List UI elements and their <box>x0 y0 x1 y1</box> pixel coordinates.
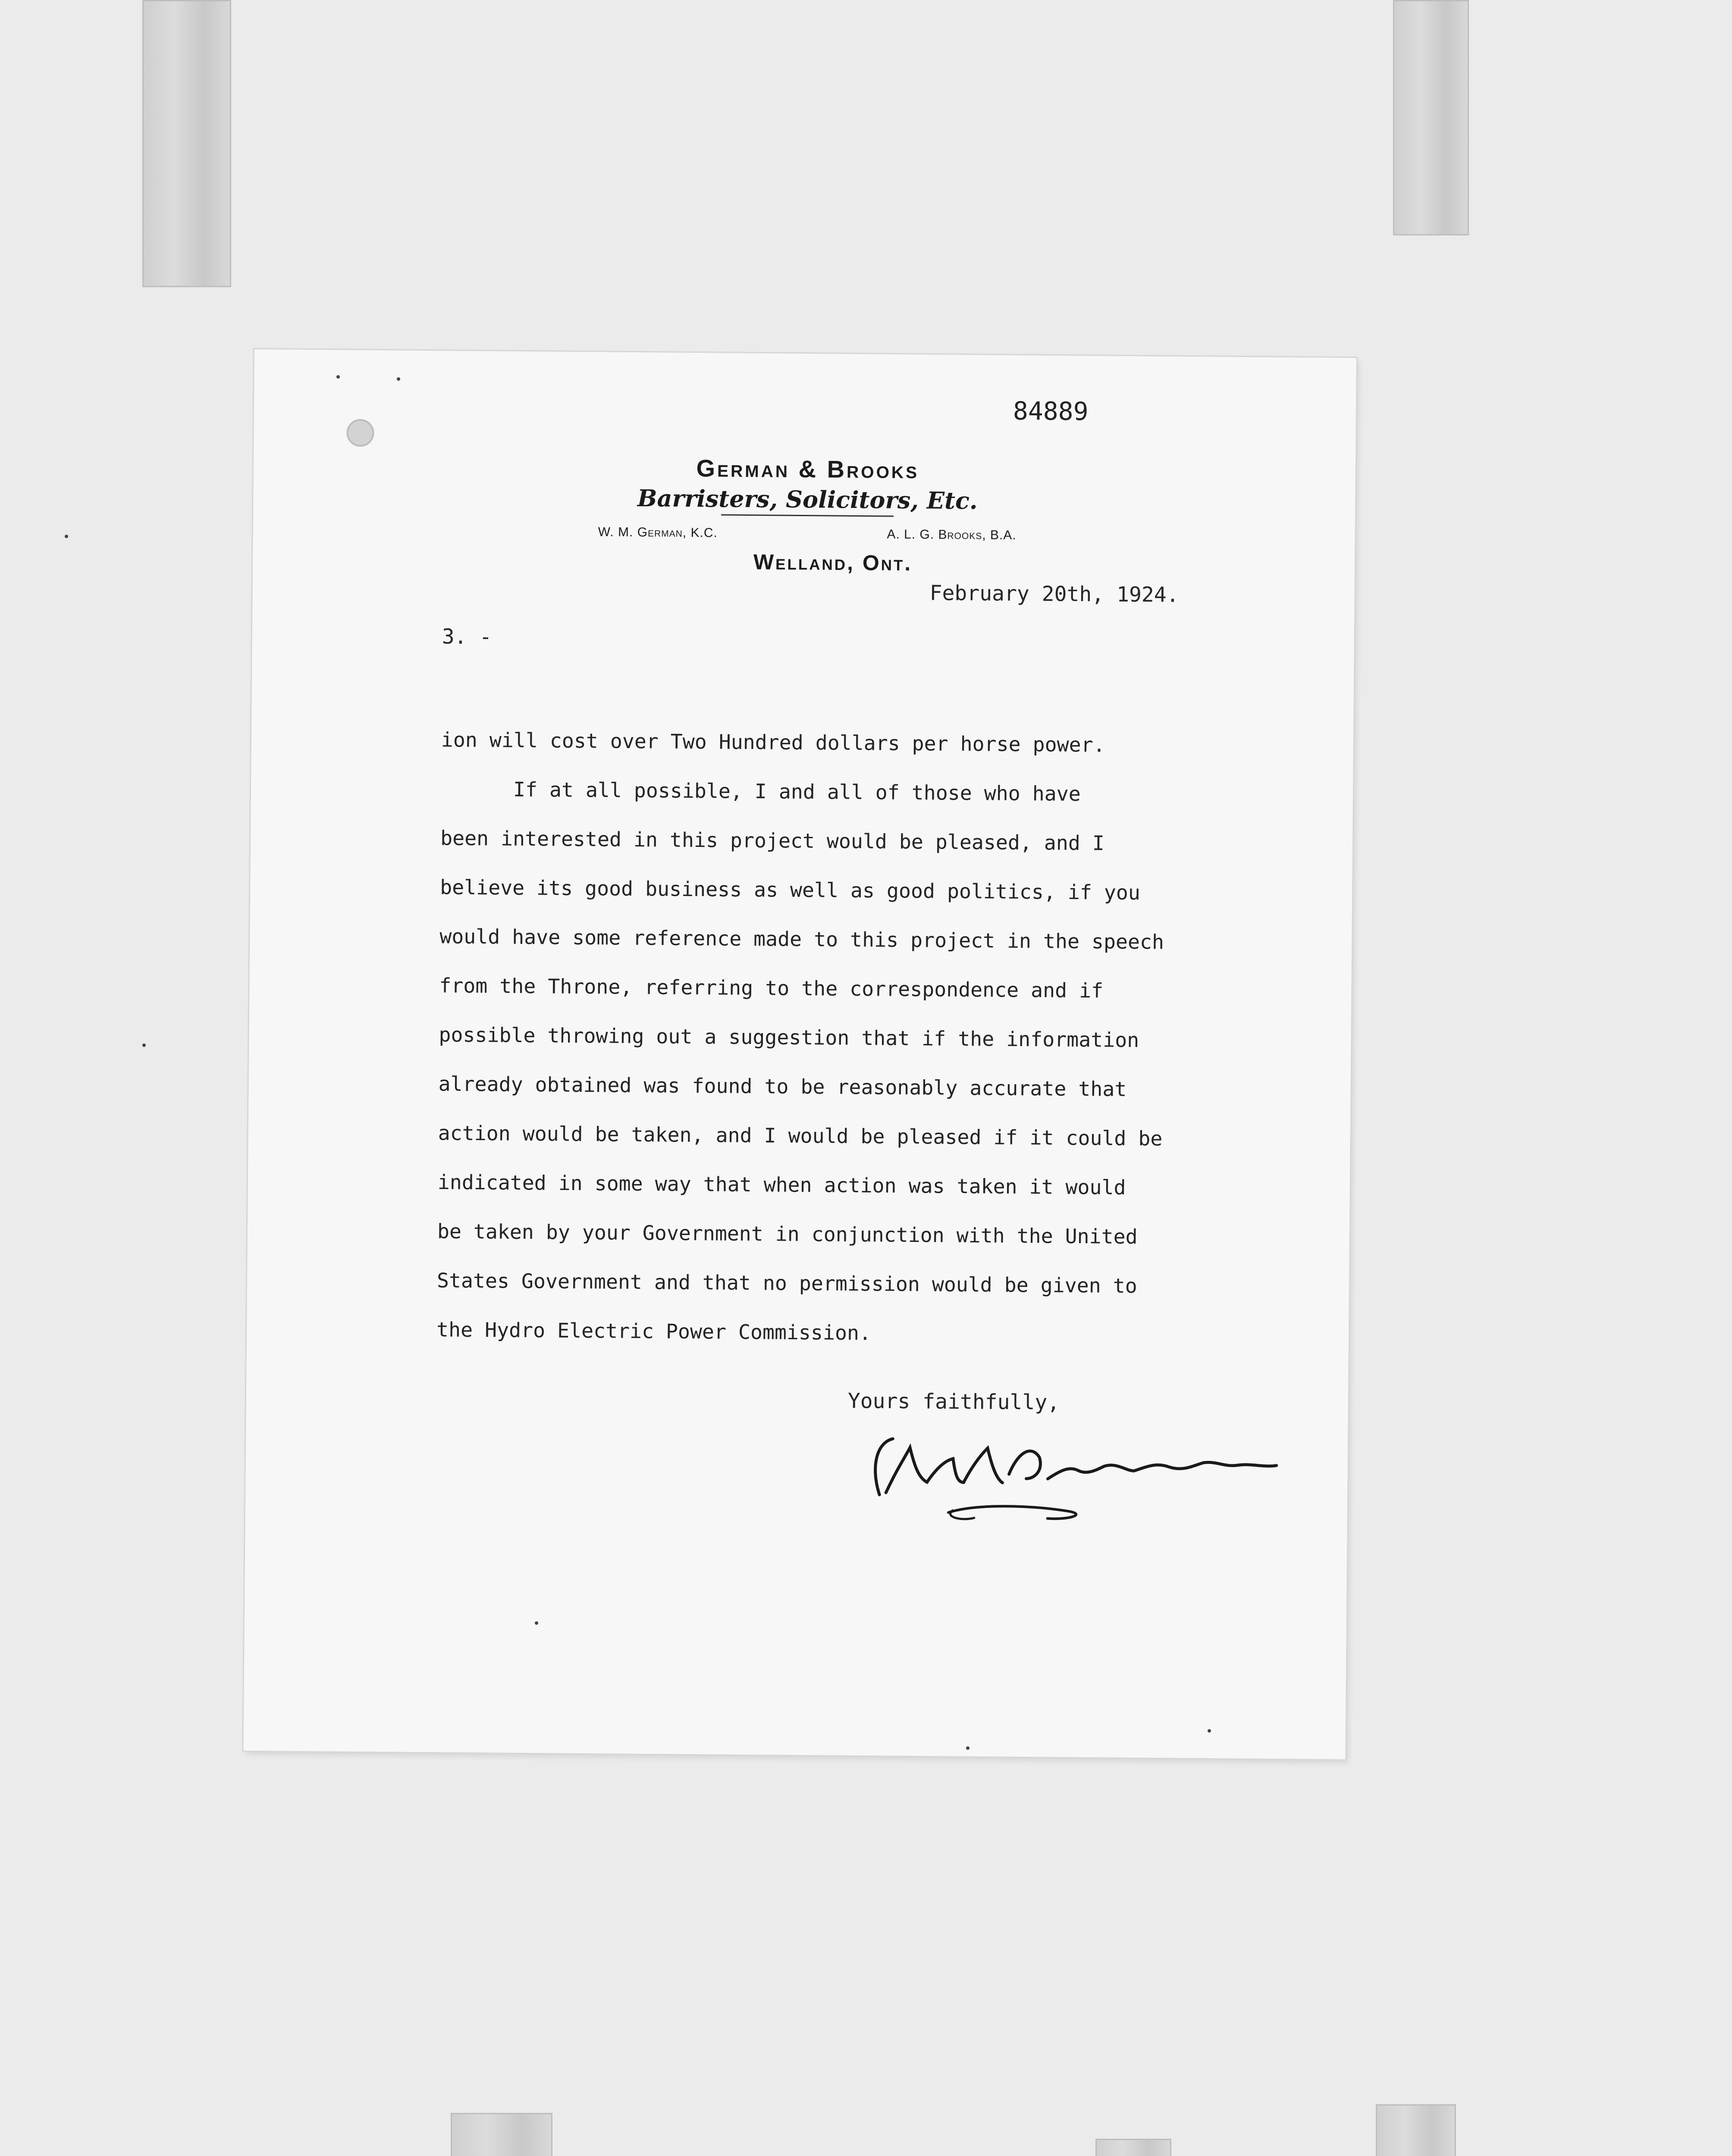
mounting-tape <box>1376 2104 1456 2156</box>
body-line: indicated in some way that when action was taken it would <box>437 1170 1126 1199</box>
letterhead-rule <box>721 514 894 517</box>
body-line: believe its good business as well as good politics, if you <box>440 875 1141 905</box>
body-line: from the Throne, referring to the correspondence and if <box>439 974 1104 1003</box>
body-line: States Government and that no permission would be given to <box>436 1269 1137 1298</box>
page-number: 3. - <box>442 624 492 649</box>
body-line: possible throwing out a suggestion that if the information <box>439 1023 1139 1052</box>
firm-city: Welland, Ont. <box>753 550 913 575</box>
letter-sheet <box>243 349 1356 1759</box>
document-number: 84889 <box>1013 396 1089 426</box>
body-line: ion will cost over Two Hundred dollars per horse power. <box>441 728 1105 757</box>
letter-body <box>436 715 1304 1361</box>
body-line: been interested in this project would be pleased, and I <box>440 826 1105 855</box>
mounting-tape <box>1393 0 1469 235</box>
body-line: the Hydro Electric Power Commission. <box>436 1318 872 1345</box>
body-line: already obtained was found to be reasonably accurate that <box>438 1072 1127 1101</box>
partner-right: A. L. G. Brooks, B.A. <box>887 527 1017 542</box>
firm-name: German & Brooks <box>696 454 919 484</box>
mounting-tape <box>451 2113 552 2156</box>
punch-hole <box>346 419 374 447</box>
body-line: would have some reference made to this project in the speech <box>439 924 1164 954</box>
mounting-tape <box>142 0 231 287</box>
letter-date: February 20th, 1924. <box>929 581 1179 607</box>
partner-left: W. M. German, K.C. <box>598 525 718 540</box>
letterhead <box>580 453 1034 577</box>
body-line: If at all possible, I and all of those who have <box>440 777 1081 806</box>
firm-subtitle: Barristers, Solicitors, Etc. <box>637 484 978 515</box>
body-line: action would be taken, and I would be pleased if it could be <box>438 1121 1163 1150</box>
handwritten-signature <box>845 1417 1299 1532</box>
mounting-tape <box>1095 2139 1171 2156</box>
closing-salutation: Yours faithfully, <box>847 1388 1060 1415</box>
partners-row <box>581 525 1034 543</box>
body-line: be taken by your Government in conjunction with the United <box>437 1219 1138 1249</box>
